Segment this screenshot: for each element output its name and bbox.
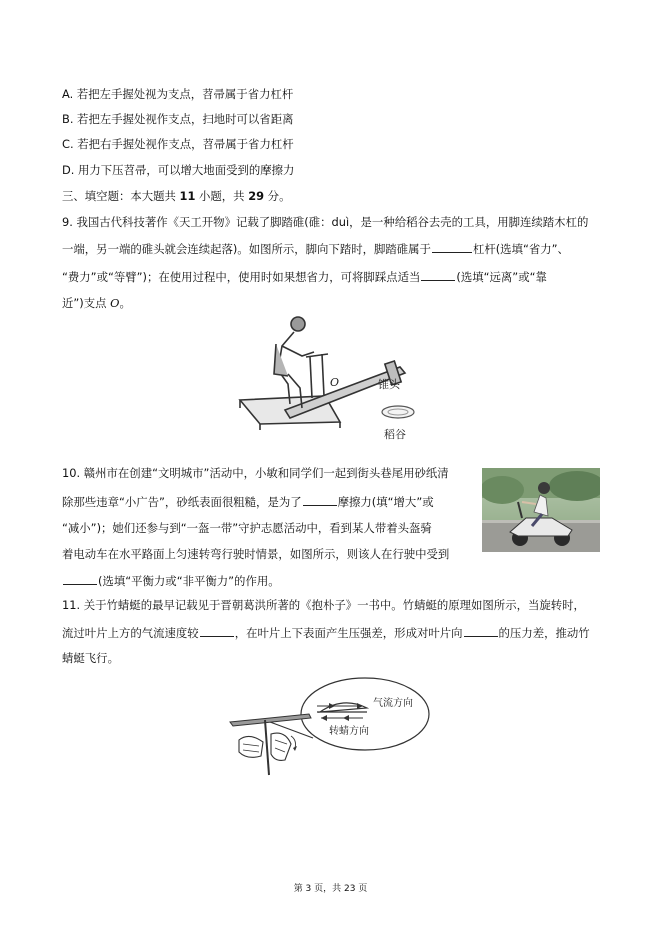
q10-line-2: 除那些违章“小广告”，砂纸表面很粗糙，是为了 摩擦力(填“增大”或: [62, 495, 434, 509]
fig-label-head: 锥头: [378, 378, 400, 391]
scooter-photo: [482, 468, 600, 552]
q10-blank-2[interactable]: [63, 572, 97, 585]
label-rotation: 转蜻方向: [329, 726, 369, 737]
q10-line-1: 10. 赣州市在创建“文明城市”活动中，小敏和同学们一起到街头巷尾用砂纸清: [62, 466, 449, 480]
rice-pile-icon: [382, 406, 414, 418]
q9-line-1: 9. 我国古代科技著作《天工开物》记载了脚踏碓(碓：duì，是一种给稻谷去壳的工具，用脚连续踏木杠的: [62, 215, 589, 229]
q11-blank-1[interactable]: [200, 624, 234, 637]
q10-line-5: (选填“平衡力或“非平衡力”的作用。: [62, 572, 280, 589]
q9-line-2: 一端，另一端的碓头就会连续起落)。如图所示，脚向下踏时，脚踏碓属于 杠杆(选填“省力”、: [62, 242, 569, 256]
q9-line-3: “费力”或“等臂”)；在使用过程中，使用时如果想省力，可将脚踩点适当 (选填“远离”或“靠: [62, 270, 547, 284]
option-d: D. 用力下压苕帚，可以增大地面受到的摩擦力: [62, 163, 295, 177]
q11-line-3: 蜻蜓飞行。: [62, 651, 119, 665]
fig-point-o: O: [330, 376, 340, 389]
page-footer: 第 3 页，共 23 页: [293, 884, 368, 894]
q10-line-4: 着电动车在水平路面上匀速转弯行驶时情景，如图所示，则该人在行驶中受到: [62, 547, 450, 561]
q11-blank-2[interactable]: [464, 624, 498, 637]
label-airflow: 气流方向: [373, 698, 413, 709]
tilt-hammer-figure: [230, 312, 430, 447]
q10-blank-1[interactable]: [303, 493, 337, 506]
option-a: A. 若把左手握处视为支点，苕帚属于省力杠杆: [62, 87, 294, 101]
q9-blank-1[interactable]: [432, 240, 472, 253]
q9-blank-2[interactable]: [421, 268, 455, 281]
bamboo-dragonfly-figure: [225, 670, 445, 782]
q11-line-1: 11. 关于竹蜻蜓的最早记载见于晋朝葛洪所著的《抱朴子》一书中。竹蜻蜓的原理如图所示，当旋转时，: [62, 598, 585, 612]
q9-line-4: 近”)支点 O。: [62, 296, 131, 310]
q11-line-2: 流过叶片上方的气流速度较 ，在叶片上下表面产生压强差，形成对叶片向 的压力差，推动竹: [62, 626, 590, 640]
fig-label-rice: 稻谷: [384, 428, 406, 441]
option-b: B. 若把左手握处视作支点，扫地时可以省距离: [62, 112, 294, 126]
q10-line-3: “减小”)；她们还参与到“一盔一带”守护志愿活动中，看到某人带着头盔骑: [62, 521, 432, 535]
option-c: C. 若把右手握处视作支点，苕帚属于省力杠杆: [62, 137, 294, 151]
section-heading: 三、填空题：本大题共 11 小题，共 29 分。: [62, 189, 291, 203]
